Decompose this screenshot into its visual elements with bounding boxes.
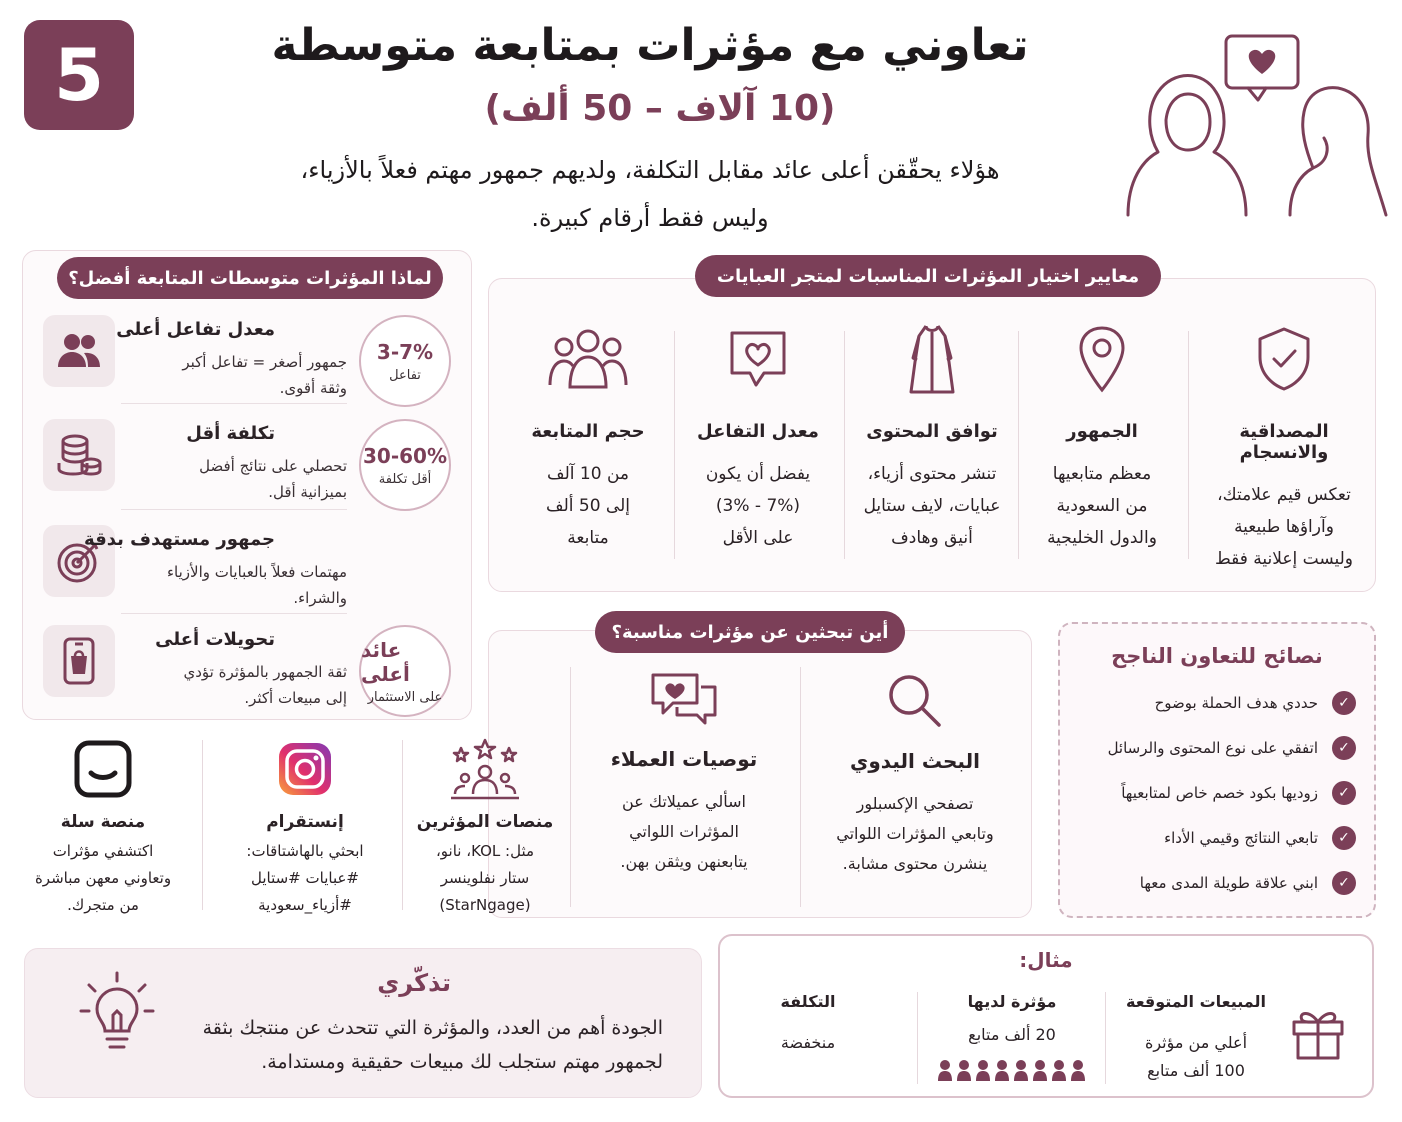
platform-salla: منصة سلة اكتشفي مؤثرات وتعاوني معهن مباشرة من متجرك. — [8, 736, 198, 919]
divider — [1188, 331, 1189, 559]
criteria-item: المصداقية والانسجام تعكس قيم علامتك، وآراؤها طبيعية وليست إعلانية فقط — [1199, 319, 1369, 569]
why-item-targeted — [21, 517, 471, 623]
why-item-cost — [21, 411, 471, 517]
why-item-engagement — [21, 307, 471, 413]
criteria-panel-title: معايير اختيار المؤثرات المناسبات لمتجر العبايات — [695, 255, 1161, 297]
divider — [121, 509, 347, 510]
lightbulb-icon — [77, 969, 157, 1053]
platform-instagram: إنستقرام ابحثي بالهاشتاقات: #عبايات #ستايل #أزياء_سعودية — [210, 736, 400, 919]
criteria-item: حجم المتابعة من 10 آلف إلى 50 ألف متابعة — [503, 319, 673, 569]
tip-item: ✓ حددي هدف الحملة بوضوح — [1071, 688, 1356, 718]
magnifier-icon — [885, 671, 945, 731]
divider — [674, 331, 675, 559]
intro-text — [200, 146, 1100, 242]
criteria-item: توافق المحتوى تنشر محتوى أزياء، عبايات، لايف ستايل أنيق وهادف — [847, 319, 1017, 569]
why-item-desc: ثقة الجمهور بالمؤثرة تؤدي إلى مبيعات أكثر. — [183, 663, 347, 707]
why-panel — [22, 250, 472, 720]
criteria-item: الجمهور معظم متابعيها من السعودية والدول الخليجية — [1017, 319, 1187, 569]
tips-title: نصائح للتعاون الناجح — [1111, 644, 1323, 668]
divider — [202, 740, 203, 910]
why-item-title: تكلفة أقل — [186, 423, 275, 444]
stat-circle: 30-60% أقل تكلفة — [359, 419, 451, 511]
salla-icon — [73, 739, 133, 799]
abaya-icon — [907, 322, 957, 396]
where-panel-title: أين تبحثين عن مؤثرات مناسبة؟ — [595, 611, 905, 653]
why-item-conversions — [21, 617, 471, 723]
why-item-desc: مهتمات فعلاً بالعبايات والأزياء والشراء. — [166, 563, 347, 607]
why-item-title: معدل تفاعل أعلى — [116, 319, 275, 340]
divider — [1018, 331, 1019, 559]
divider — [844, 331, 845, 559]
check-icon: ✓ — [1332, 691, 1356, 715]
tip-item: ✓ اتفقي على نوع المحتوى والرسائل — [1071, 733, 1356, 763]
divider — [1105, 992, 1106, 1084]
divider — [800, 667, 801, 907]
tip-item: ✓ زوديها بكود خصم خاص لمتابعيهاً — [1071, 778, 1356, 808]
divider — [917, 992, 918, 1084]
criteria-panel — [488, 265, 1376, 592]
heart-chat-icon — [726, 327, 790, 391]
tip-item: ✓ ابني علاقة طويلة المدى معها — [1071, 868, 1356, 898]
two-women-heart-illustration-icon — [1118, 30, 1388, 220]
where-item-recommendations: توصيات العملاء اسألي عميلاتك عن المؤثرات اللواتي يتابعنهن ويثقن بهن. — [569, 671, 799, 877]
reminder-text: الجودة أهم من العدد، والمؤثرة التي تتحدث عن منتجك بثقة لجمهور مهتم ستجلب لك مبيعات حقيقية ومستدامة. — [202, 1017, 663, 1073]
divider — [121, 613, 347, 614]
why-item-title: تحويلات أعلى — [155, 629, 275, 650]
stars-people-icon — [447, 738, 523, 800]
why-panel-title: لماذا المؤثرات متوسطات المتابعة أفضل؟ — [57, 257, 443, 299]
why-item-desc: تحصلي على نتائج أفضل بميزانية أقل. — [199, 457, 347, 501]
page-subtitle: (10 آلاف – 50 ألف) — [484, 88, 836, 129]
people-icon — [43, 315, 115, 387]
why-item-title: جمهور مستهدف بدقة — [84, 529, 275, 550]
divider — [402, 740, 403, 910]
criteria-item: معدل التفاعل يفضل أن يكون (3% - 7%) على الأقل — [673, 319, 843, 569]
tip-item: ✓ تابعي النتائج وقيمي الأداء — [1071, 823, 1356, 853]
chat-bubbles-icon — [649, 671, 719, 729]
intro-line-1: هؤلاء يحقّقن أعلى عائد مقابل التكلفة، ولديهم جمهور مهتم فعلاً بالأزياء، — [300, 156, 1000, 184]
where-item-manual: البحث اليدوي تصفحي الإكسبلور وتابعي المؤثرات اللواتي ينشرن محتوى مشابة. — [800, 671, 1030, 879]
check-icon: ✓ — [1332, 871, 1356, 895]
platform-influencer-sites: منصات المؤثرين مثل: KOL، نانو، ستار نفلوينسر (StarNgage) — [390, 736, 580, 919]
shield-check-icon — [1254, 325, 1314, 393]
stat-circle: عائد أعلى على الاستثمار — [359, 625, 451, 717]
instagram-icon — [277, 741, 333, 797]
example-influencer: مؤثرة لديها 20 ألف متابع — [932, 992, 1092, 1083]
check-icon: ✓ — [1332, 826, 1356, 850]
check-icon: ✓ — [1332, 781, 1356, 805]
group-icon — [546, 327, 630, 391]
why-item-desc: جمهور أصغر = تفاعل أكبر وثقة أقوى. — [182, 353, 347, 397]
location-pin-icon — [1077, 324, 1127, 394]
page-title: تعاوني مع مؤثرات بمتابعة متوسطة — [271, 20, 1029, 71]
example-title: مثال: — [1019, 948, 1073, 972]
check-icon: ✓ — [1332, 736, 1356, 760]
shopping-phone-icon — [43, 625, 115, 697]
stat-circle: 3-7% تفاعل — [359, 315, 451, 407]
divider — [121, 403, 347, 404]
section-number-badge: 5 — [24, 20, 134, 130]
intro-line-2: وليس فقط أرقام كبيرة. — [531, 204, 769, 232]
coins-icon — [43, 419, 115, 491]
example-cost: التكلفة منخفضة — [780, 992, 836, 1052]
tips-panel — [1058, 622, 1376, 918]
example-expected-sales: المبيعات المتوقعة أعلي من مؤثرة 100 ألف متابع — [1126, 992, 1266, 1080]
reminder-title: تذكّري — [377, 969, 451, 997]
gift-icon — [1290, 1002, 1346, 1062]
people-row-icon — [932, 1059, 1092, 1083]
example-box — [718, 934, 1374, 1098]
reminder-box — [24, 948, 702, 1098]
